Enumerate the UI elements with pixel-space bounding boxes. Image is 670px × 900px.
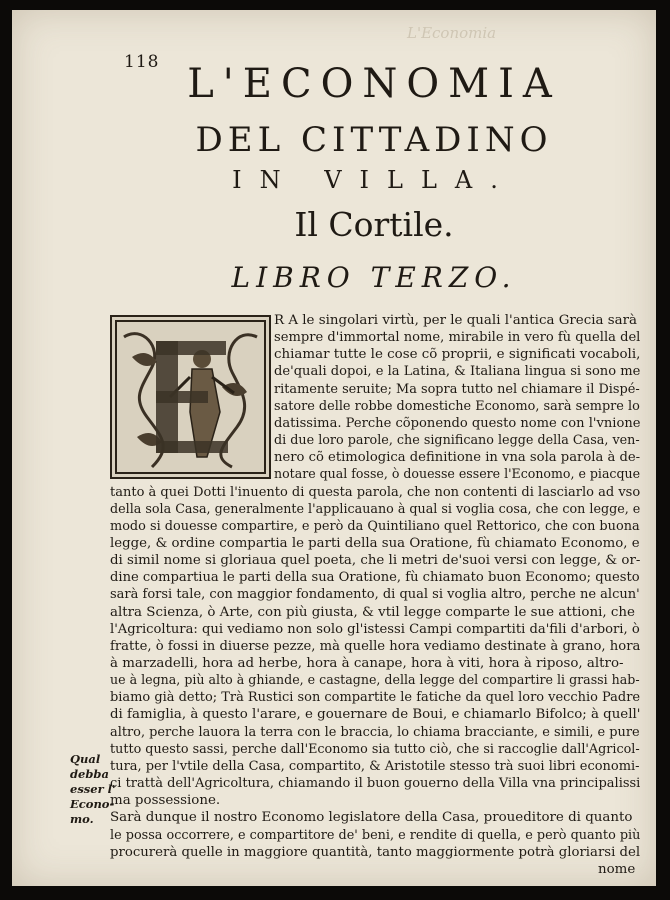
text-line: legge, & ordine compartia le parti della sua Oratione, fù chiamato Economo, e	[110, 535, 640, 551]
text-line: procurerà quelle in maggiore quantità, tanto maggiormente potrà gloriarsi del	[110, 844, 641, 860]
text-line: dine compartiua le parti della sua Oratione, fù chiamato buon Economo; questo	[110, 570, 640, 586]
text-line: l'Agricoltura: qui vediamo non solo gl'istessi Campi compartiti da'fili d'arbori, ò	[110, 621, 640, 637]
margin-note-line: esser l'	[70, 782, 116, 796]
margin-note-line: Qual	[70, 752, 101, 766]
text-line: altro, perche lauora la terra con le braccia, lo chiama bracciante, e simili, e pure	[110, 724, 640, 740]
title-line-1: L'ECONOMIA	[187, 61, 561, 107]
text-line: ritamente seruite; Ma sopra tutto nel chiamare il Dispé-	[274, 381, 640, 397]
text-line: de'quali dopoi, e la Latina, & Italiana lingua si sono me	[274, 364, 641, 380]
text-line: sempre d'immortal nome, mirabile in vero fù quella del	[274, 330, 641, 346]
text-line: à marzadelli, hora ad herbe, hora à canape, hora à viti, hora à riposo, altro-	[110, 656, 624, 671]
text-line: ci trattà dell'Agricoltura, chiamando il buon gouerno della Villa vna principalissi	[110, 776, 641, 792]
text-line: ue à legna, più alto à ghiande, e castagne, della legge del compartire li grassi hab-	[110, 673, 640, 689]
text-line: biamo già detto; Trà Rustici son compartite le fatiche da quel loro vecchio Padre	[110, 690, 641, 706]
text-line: modo si douesse compartire, e però da Quintiliano quel Rettorico, che con buona	[110, 518, 640, 534]
text-line: tanto à quei Dotti l'inuento di questa parola, che non contenti di lasciarlo ad vso	[110, 484, 641, 500]
text-line: altra Scienza, ò Arte, con più giusta, & vtil legge comparte le sue attioni, che	[110, 604, 635, 620]
text-line: nero cõ etimologica definitione in vna sola parola à de-	[274, 450, 641, 466]
margin-note-line: mo.	[70, 812, 94, 826]
margin-note-line: debba	[70, 767, 109, 781]
book-heading: LIBRO TERZO.	[231, 261, 517, 294]
book-page	[12, 10, 656, 886]
text-line: di famiglia, à questo l'arare, e gouernare de Boui, e chiamarlo Bifolco; à quell'	[110, 707, 641, 723]
text-line: chiamar tutte le cose cõ proprii, e significati vocaboli,	[274, 347, 641, 363]
text-line: nome	[598, 861, 636, 877]
bleed-through-text: L'Economia	[407, 24, 497, 42]
text-line: tura, per l'vtile della Casa, compartito, & Aristotile stesso trà suoi libri economi-	[110, 758, 640, 774]
decorated-initial-woodcut	[110, 315, 271, 479]
text-line: R A le singolari virtù, per le quali l'antica Grecia sarà	[274, 313, 637, 328]
text-line: di due loro parole, che significano legge della Casa, ven-	[274, 433, 640, 449]
text-line: sarà forsi tale, con maggior fondamento, di qual si voglia altro, perche ne alcun'	[110, 587, 640, 603]
text-line: notare qual fosse, ò douesse essere l'Economo, e piacque	[274, 467, 641, 483]
text-line: ma possessione.	[110, 793, 221, 809]
text-line: datissima. Perche cõponendo questo nome con l'vnione	[274, 415, 641, 431]
woodcut-illustration-icon	[112, 317, 269, 477]
text-line: le possa occorrere, e compartitore de' beni, e rendite di quella, e però quanto più	[110, 827, 641, 843]
text-line: fratte, ò fossi in diuerse pezze, mà quelle hora vediamo destinate à grano, hora	[110, 638, 641, 654]
text-line: tutto questo sassi, perche dall'Economo sia tutto ciò, che si raccoglie dall'Agricol-	[110, 741, 640, 757]
text-line: di simil nome si gloriaua quel poeta, che li metri de'suoi versi con legge, & or-	[110, 553, 641, 569]
text-line: della sola Casa, generalmente l'applicauano à qual si voglia cosa, che con legge, e	[110, 501, 641, 517]
title-line-3: IN VILLA.	[232, 166, 516, 194]
section-heading: Il Cortile.	[294, 205, 454, 244]
text-line: Sarà dunque il nostro Economo legislatore della Casa, proueditore di quanto	[110, 810, 633, 826]
page-number: 118	[124, 52, 160, 72]
text-line: satore delle robbe domestiche Economo, sarà sempre lo	[274, 398, 640, 414]
margin-note-line: Econo-	[70, 797, 115, 811]
title-line-2: DEL CITTADINO	[195, 120, 553, 160]
margin-note	[70, 752, 122, 827]
